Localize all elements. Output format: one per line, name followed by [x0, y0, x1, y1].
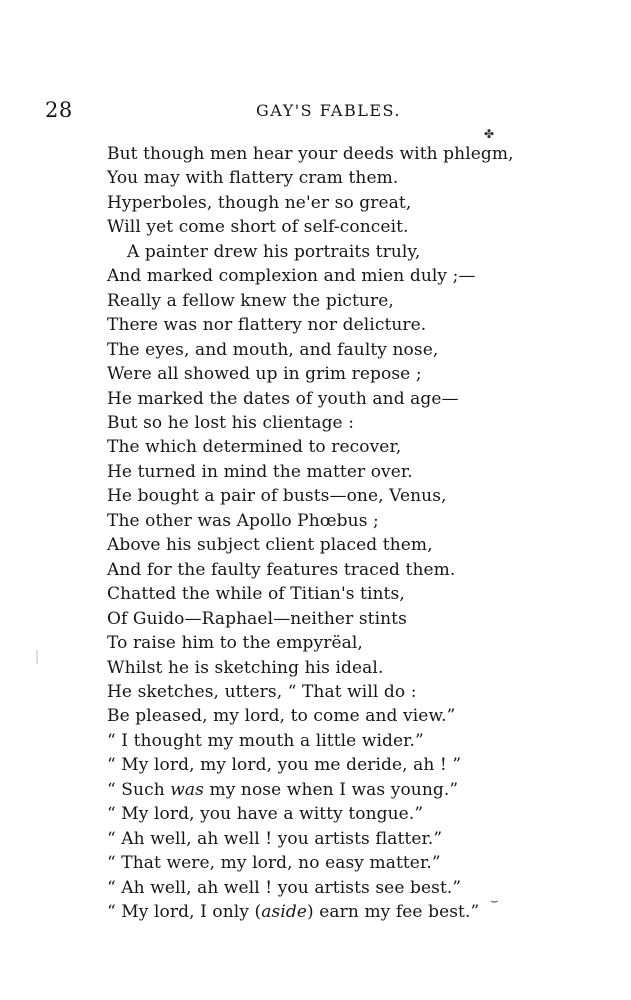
poem-line: He marked the dates of youth and age— — [107, 388, 459, 409]
poem-line: But though men hear your deeds with phlegm, — [107, 144, 514, 164]
poem-line: “ Ah well, ah well ! you artists see best.” — [107, 877, 462, 898]
poem-line: But so he lost his clientage : — [107, 412, 355, 433]
poem-line: He turned in mind the matter over. — [107, 461, 413, 482]
poem-line: Whilst he is sketching his ideal. — [107, 657, 384, 678]
poem-line: He sketches, utters, “ That will do : — [107, 681, 417, 702]
poem-line: You may with flattery cram them. — [107, 168, 399, 189]
poem-line: And for the faulty features traced them. — [107, 559, 456, 580]
poem-line: Will yet come short of self-conceit. — [107, 217, 409, 238]
poem-line: Be pleased, my lord, to come and view.” — [107, 706, 456, 727]
poem-line: There was nor flattery nor delicture. — [107, 315, 427, 336]
poem-line: Really a fellow knew the picture, — [107, 290, 394, 311]
paper-speck — [36, 650, 38, 664]
poem-line: Chatted the while of Titian's tints, — [107, 584, 405, 605]
poem-line: The which determined to recover, — [107, 437, 402, 458]
poem-line: “ Such was my nose when I was young.” — [107, 779, 459, 800]
poem-line: “ My lord, I only (aside) earn my fee best.” — [107, 902, 480, 923]
poem-line: “ That were, my lord, no easy matter.” — [107, 853, 441, 874]
poem-line: Were all showed up in grim repose ; — [107, 364, 422, 385]
poem-line: The other was Apollo Phœbus ; — [107, 510, 379, 531]
flourish-mark-icon: ⌣ — [490, 894, 499, 909]
poem-line: And marked complexion and mien duly ;— — [107, 266, 476, 287]
poem-line: To raise him to the empyrëal, — [107, 633, 363, 654]
page-number: 28 — [45, 98, 73, 122]
poem-line: “ My lord, you have a witty tongue.” — [107, 804, 424, 825]
poem-text — [107, 142, 627, 925]
poem-line: Above his subject client placed them, — [107, 535, 433, 556]
poem-line: Of Guido—Raphael—neither stints — [107, 608, 407, 629]
poem-line: The eyes, and mouth, and faulty nose, — [107, 339, 439, 360]
printer-ornament-icon: ✤ — [484, 127, 495, 141]
poem-line: “ Ah well, ah well ! you artists flatter.” — [107, 828, 443, 849]
poem-line: A painter drew his portraits truly, — [127, 241, 421, 262]
poem-line: Hyperboles, though ne'er so great, — [107, 192, 412, 213]
poem-line: “ I thought my mouth a little wider.” — [107, 730, 424, 751]
poem-line: “ My lord, my lord, you me deride, ah ! ” — [107, 755, 462, 776]
running-head-title: GAY'S FABLES. — [256, 101, 401, 120]
poem-line: He bought a pair of busts—one, Venus, — [107, 486, 447, 507]
